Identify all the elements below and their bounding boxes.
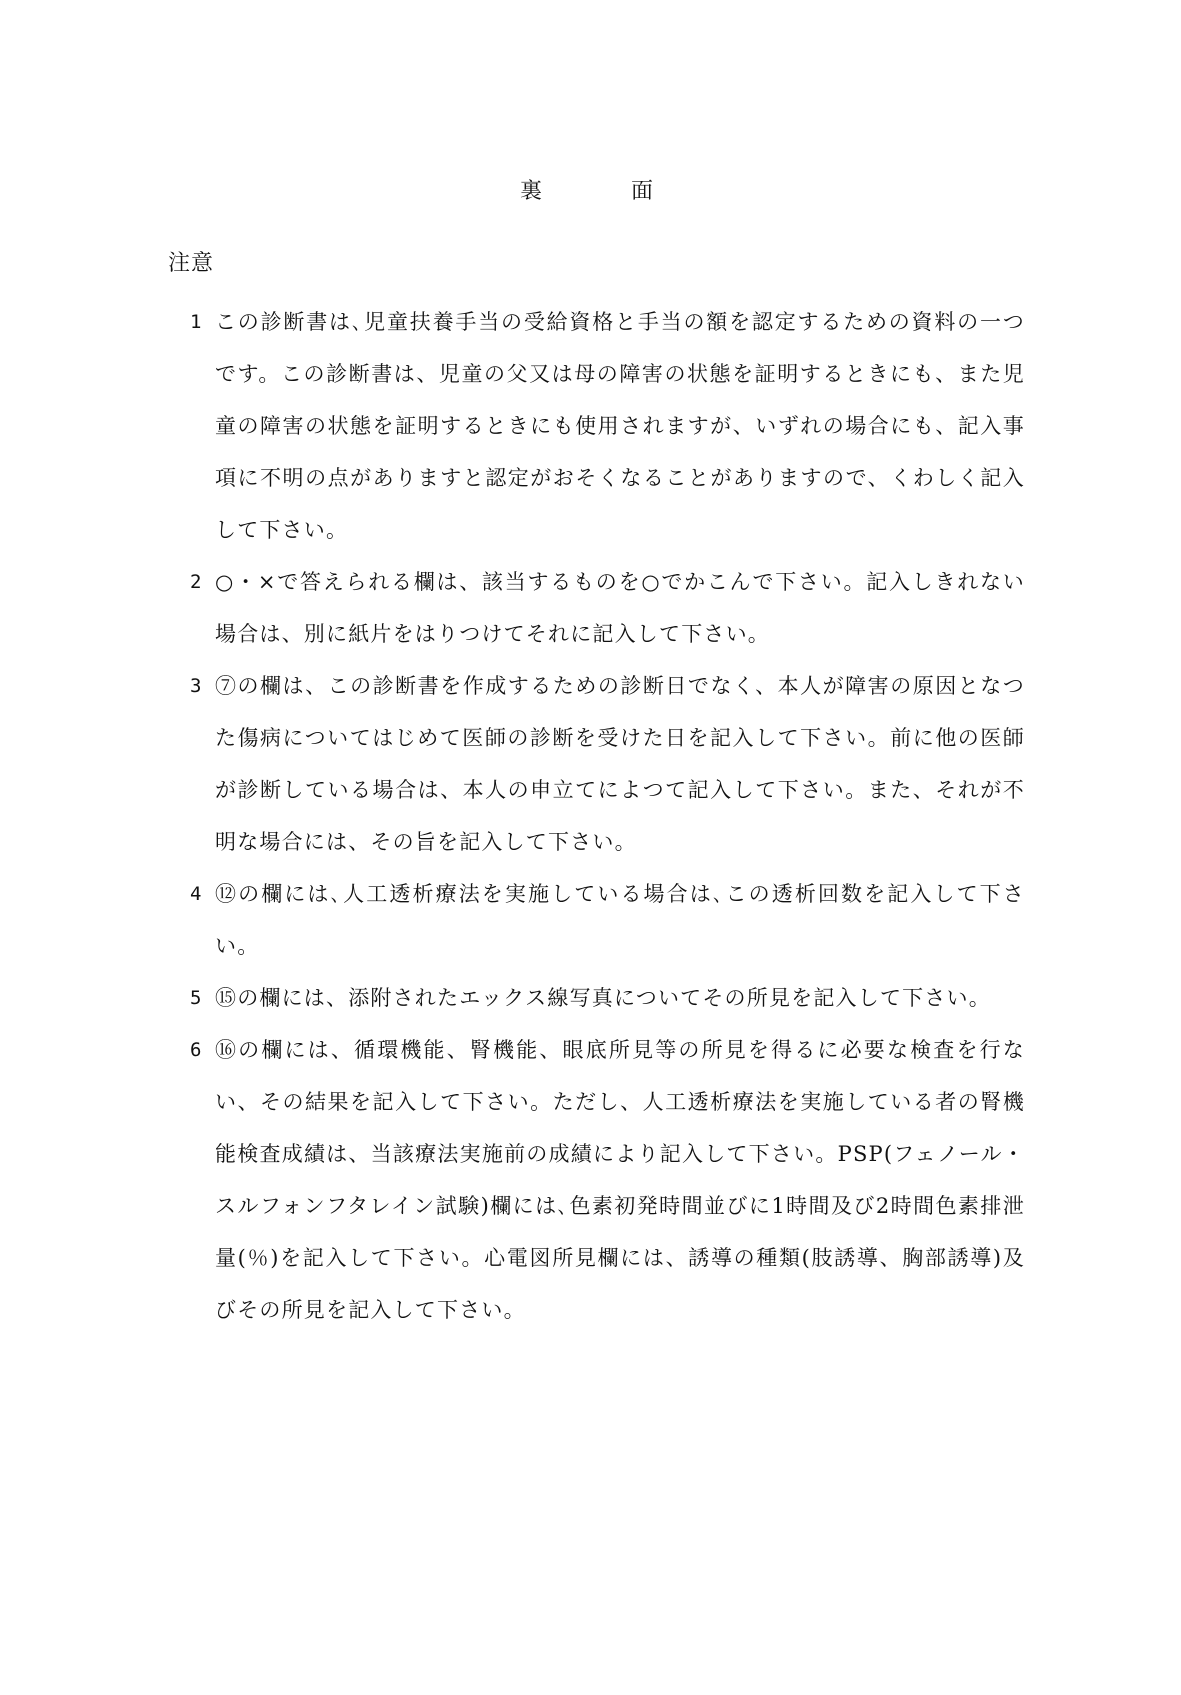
note-item-5 bbox=[190, 972, 1025, 1024]
note-text: ⑦の欄は、この診断書を作成するための診断日でなく、本人が障害の原因となつた傷病についてはじめて医師の診断を受けた日を記入して下さい。前に他の医師が診断している場合は、本人の申立てによつて記入して下さい。また、それが不明な場合には、その旨を記入して下さい。 bbox=[215, 674, 1025, 854]
note-text: ⑮の欄には、添附されたエックス線写真についてその所見を記入して下さい。 bbox=[215, 986, 991, 1010]
note-number: 1 bbox=[190, 311, 202, 333]
note-number: 5 bbox=[190, 987, 202, 1009]
note-text: ○・×で答えられる欄は、該当するものを○でかこんで下さい。記入しきれない場合は、別に紙片をはりつけてそれに記入して下さい。 bbox=[215, 570, 1025, 646]
note-item-1 bbox=[190, 296, 1025, 556]
note-number: 4 bbox=[190, 883, 202, 905]
note-number: 3 bbox=[190, 675, 202, 697]
note-text: この診断書は､児童扶養手当の受給資格と手当の額を認定するための資料の一つです。この診断書は、児童の父又は母の障害の状態を証明するときにも、また児童の障害の状態を証明するときにも使用されますが、いずれの場合にも、記入事項に不明の点がありますと認定がおそくなることがありますので、くわしく記入して下さい。 bbox=[215, 310, 1025, 542]
notes-list bbox=[190, 296, 1025, 1336]
note-number: 2 bbox=[190, 571, 202, 593]
page-title bbox=[0, 174, 1181, 204]
note-item-2 bbox=[190, 556, 1025, 660]
note-text: ⑫の欄には､人工透析療法を実施している場合は､この透析回数を記入して下さい。 bbox=[215, 882, 1025, 958]
note-number: 6 bbox=[190, 1039, 202, 1061]
notice-heading: 注意 bbox=[168, 251, 215, 276]
note-item-6 bbox=[190, 1024, 1025, 1336]
note-item-4 bbox=[190, 868, 1025, 972]
note-text: ⑯の欄には、循環機能、腎機能、眼底所見等の所見を得るに必要な検査を行ない、その結果を記入して下さい。ただし、人工透析療法を実施している者の腎機能検査成績は、当該療法実施前の成績により記入して下さい。PSP(フェノール・スルフォンフタレイン試験)欄には､色素初発時間並びに1時間及び2時間色素排泄量(％)を記入して下さい。心電図所見欄には、誘導の種類(肢誘導、胸部誘導)及びその所見を記入して下さい。 bbox=[215, 1038, 1025, 1322]
title-char-ura: 裏 bbox=[520, 179, 543, 204]
note-item-3 bbox=[190, 660, 1025, 868]
title-char-men: 面 bbox=[631, 179, 654, 204]
